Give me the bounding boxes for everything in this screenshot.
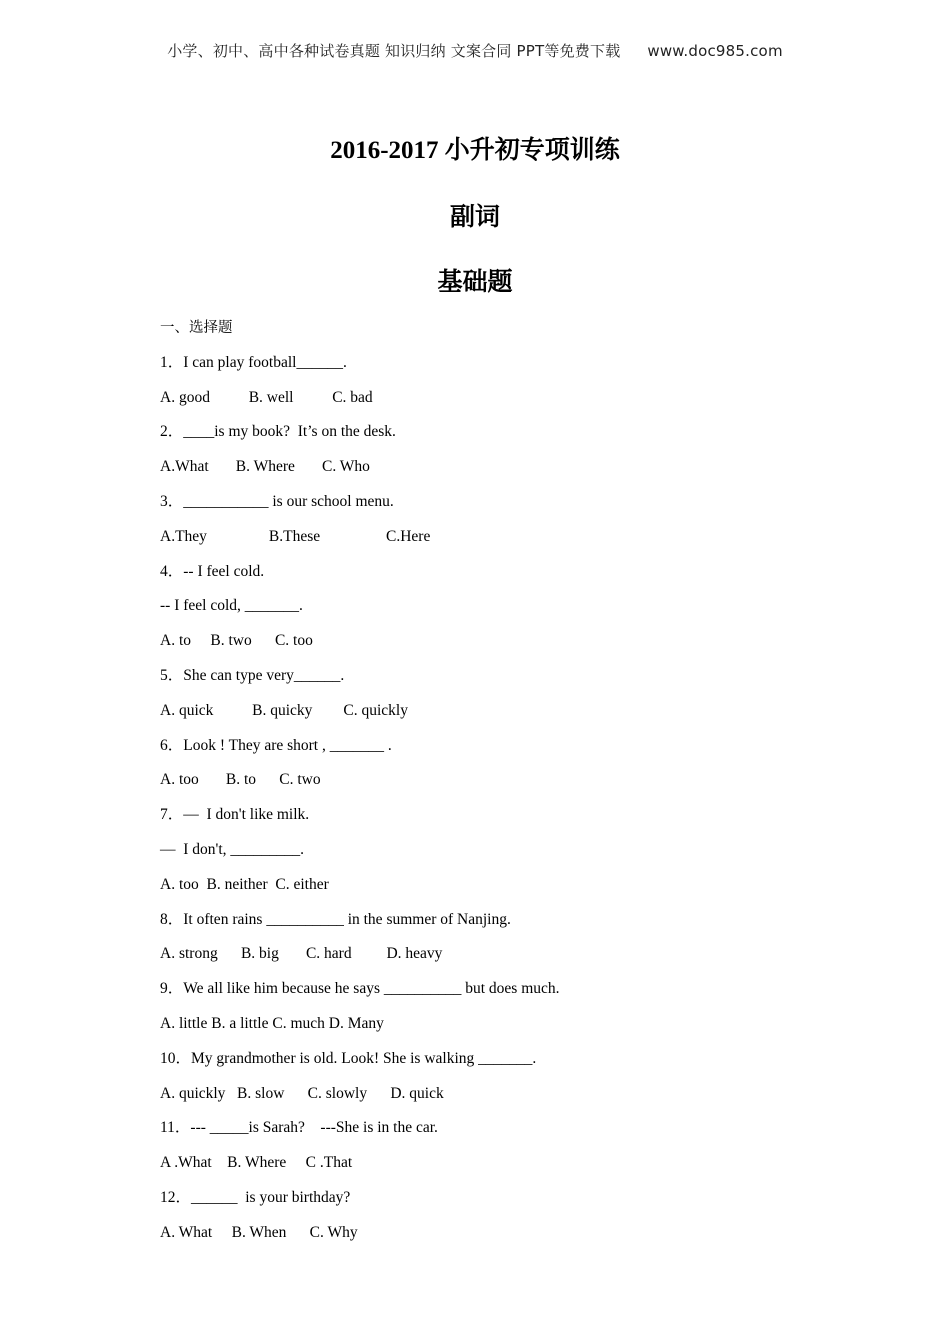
options-line: A.What B. Where C. Who [160,458,370,476]
question-line: 3．___________ is our school menu. [160,492,394,510]
level-title: 基础题 [437,269,513,296]
question-line: 12．______ is your birthday? [160,1188,351,1206]
options-line: A. quick B. quicky C. quickly [160,701,408,719]
options-line: A. to B. two C. too [160,632,313,650]
question-line: 9．We all like him because he says __________ but does much. [160,980,560,998]
options-line: A. good B. well C. bad [160,388,373,406]
question-line: 6．Look ! They are short , _______ . [160,736,392,754]
options-line: A. too B. to C. two [160,771,321,789]
options-line: A. strong B. big C. hard D. heavy [160,945,443,963]
question-line: — I don't, _________. [160,840,305,858]
page-header [0,40,950,61]
options-line: A. What B. When C. Why [160,1223,358,1241]
options-line: A .What B. Where C .That [160,1154,353,1172]
options-line: A. quickly B. slow C. slowly D. quick [160,1084,444,1102]
subtitle: 副词 [449,204,500,231]
question-line: 7．— I don't like milk. [160,806,310,824]
header-site-link[interactable]: www.doc985.com [647,42,783,60]
question-line: 5．She can type very______. [160,666,345,684]
question-line: 1．I can play football______. [160,353,347,371]
question-line: 11．--- _____is Sarah? ---She is in the car. [160,1119,438,1137]
header-text: 小学、初中、高中各种试卷真题 知识归纳 文案合同 PPT等免费下载 [167,42,621,60]
question-body [160,318,800,1258]
options-line: A. too B. neither C. either [160,875,329,893]
question-line: 2．____is my book? It’s on the desk. [160,423,396,441]
question-line: 8．It often rains __________ in the summer of Nanjing. [160,910,511,928]
question-line: -- I feel cold, _______. [160,597,303,615]
main-title: 2016-2017 小升初专项训练 [330,137,620,164]
options-line: A.They B.These C.Here [160,527,431,545]
section-heading: 一、选择题 [160,320,233,336]
options-line: A. little B. a little C. much D. Many [160,1014,384,1032]
question-line: 10．My grandmother is old. Look! She is walking _______. [160,1049,537,1067]
question-line: 4．-- I feel cold. [160,562,265,580]
